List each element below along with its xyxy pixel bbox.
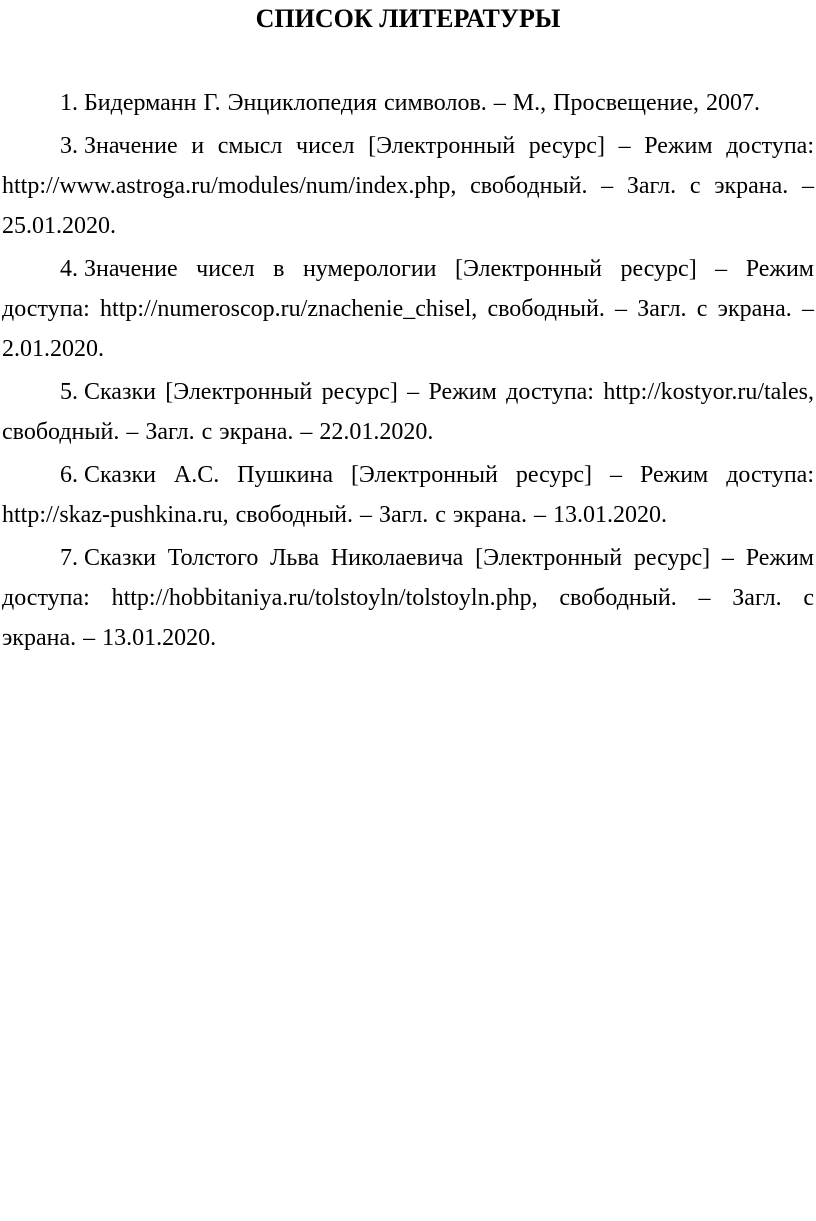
entry-number: 4. bbox=[60, 256, 78, 282]
entry-text: Бидерманн Г. Энциклопедия символов. – М., Просвещение, 2007. bbox=[84, 90, 761, 116]
entry-text: Сказки Толстого Льва Николаевича [Электронный ресурс] – Режим доступа: http://hobbitaniya.ru/tolstoyln/tolstoyln.php, свободный. – Загл. с экрана. – 13.01.2020. bbox=[2, 545, 814, 651]
list-item bbox=[2, 372, 814, 452]
list-item bbox=[2, 126, 814, 246]
entry-number: 7. bbox=[60, 545, 78, 571]
list-item bbox=[2, 249, 814, 369]
entry-text: Значение и смысл чисел [Электронный ресурс] – Режим доступа: http://www.astroga.ru/modules/num/index.php, свободный. – Загл. с экрана. – 25.01.2020. bbox=[2, 133, 814, 239]
entry-number: 3. bbox=[60, 133, 78, 159]
entry-text: Значение чисел в нумерологии [Электронный ресурс] – Режим доступа: http://numeroscop.ru/znachenie_chisel, свободный. – Загл. с экрана. – 2.01.2020. bbox=[2, 256, 814, 362]
list-item bbox=[2, 538, 814, 658]
entry-number: 1. bbox=[60, 90, 78, 116]
entry-text: Сказки [Электронный ресурс] – Режим доступа: http://kostyor.ru/tales, свободный. – Загл. с экрана. – 22.01.2020. bbox=[2, 379, 814, 445]
list-item bbox=[2, 455, 814, 535]
entry-number: 5. bbox=[60, 379, 78, 405]
bibliography-list bbox=[2, 83, 814, 658]
list-item bbox=[2, 83, 814, 123]
entry-text: Сказки А.С. Пушкина [Электронный ресурс] – Режим доступа: http://skaz-pushkina.ru, свободный. – Загл. с экрана. – 13.01.2020. bbox=[2, 462, 814, 528]
entry-number: 6. bbox=[60, 462, 78, 488]
page-title: СПИСОК ЛИТЕРАТУРЫ bbox=[255, 4, 561, 33]
